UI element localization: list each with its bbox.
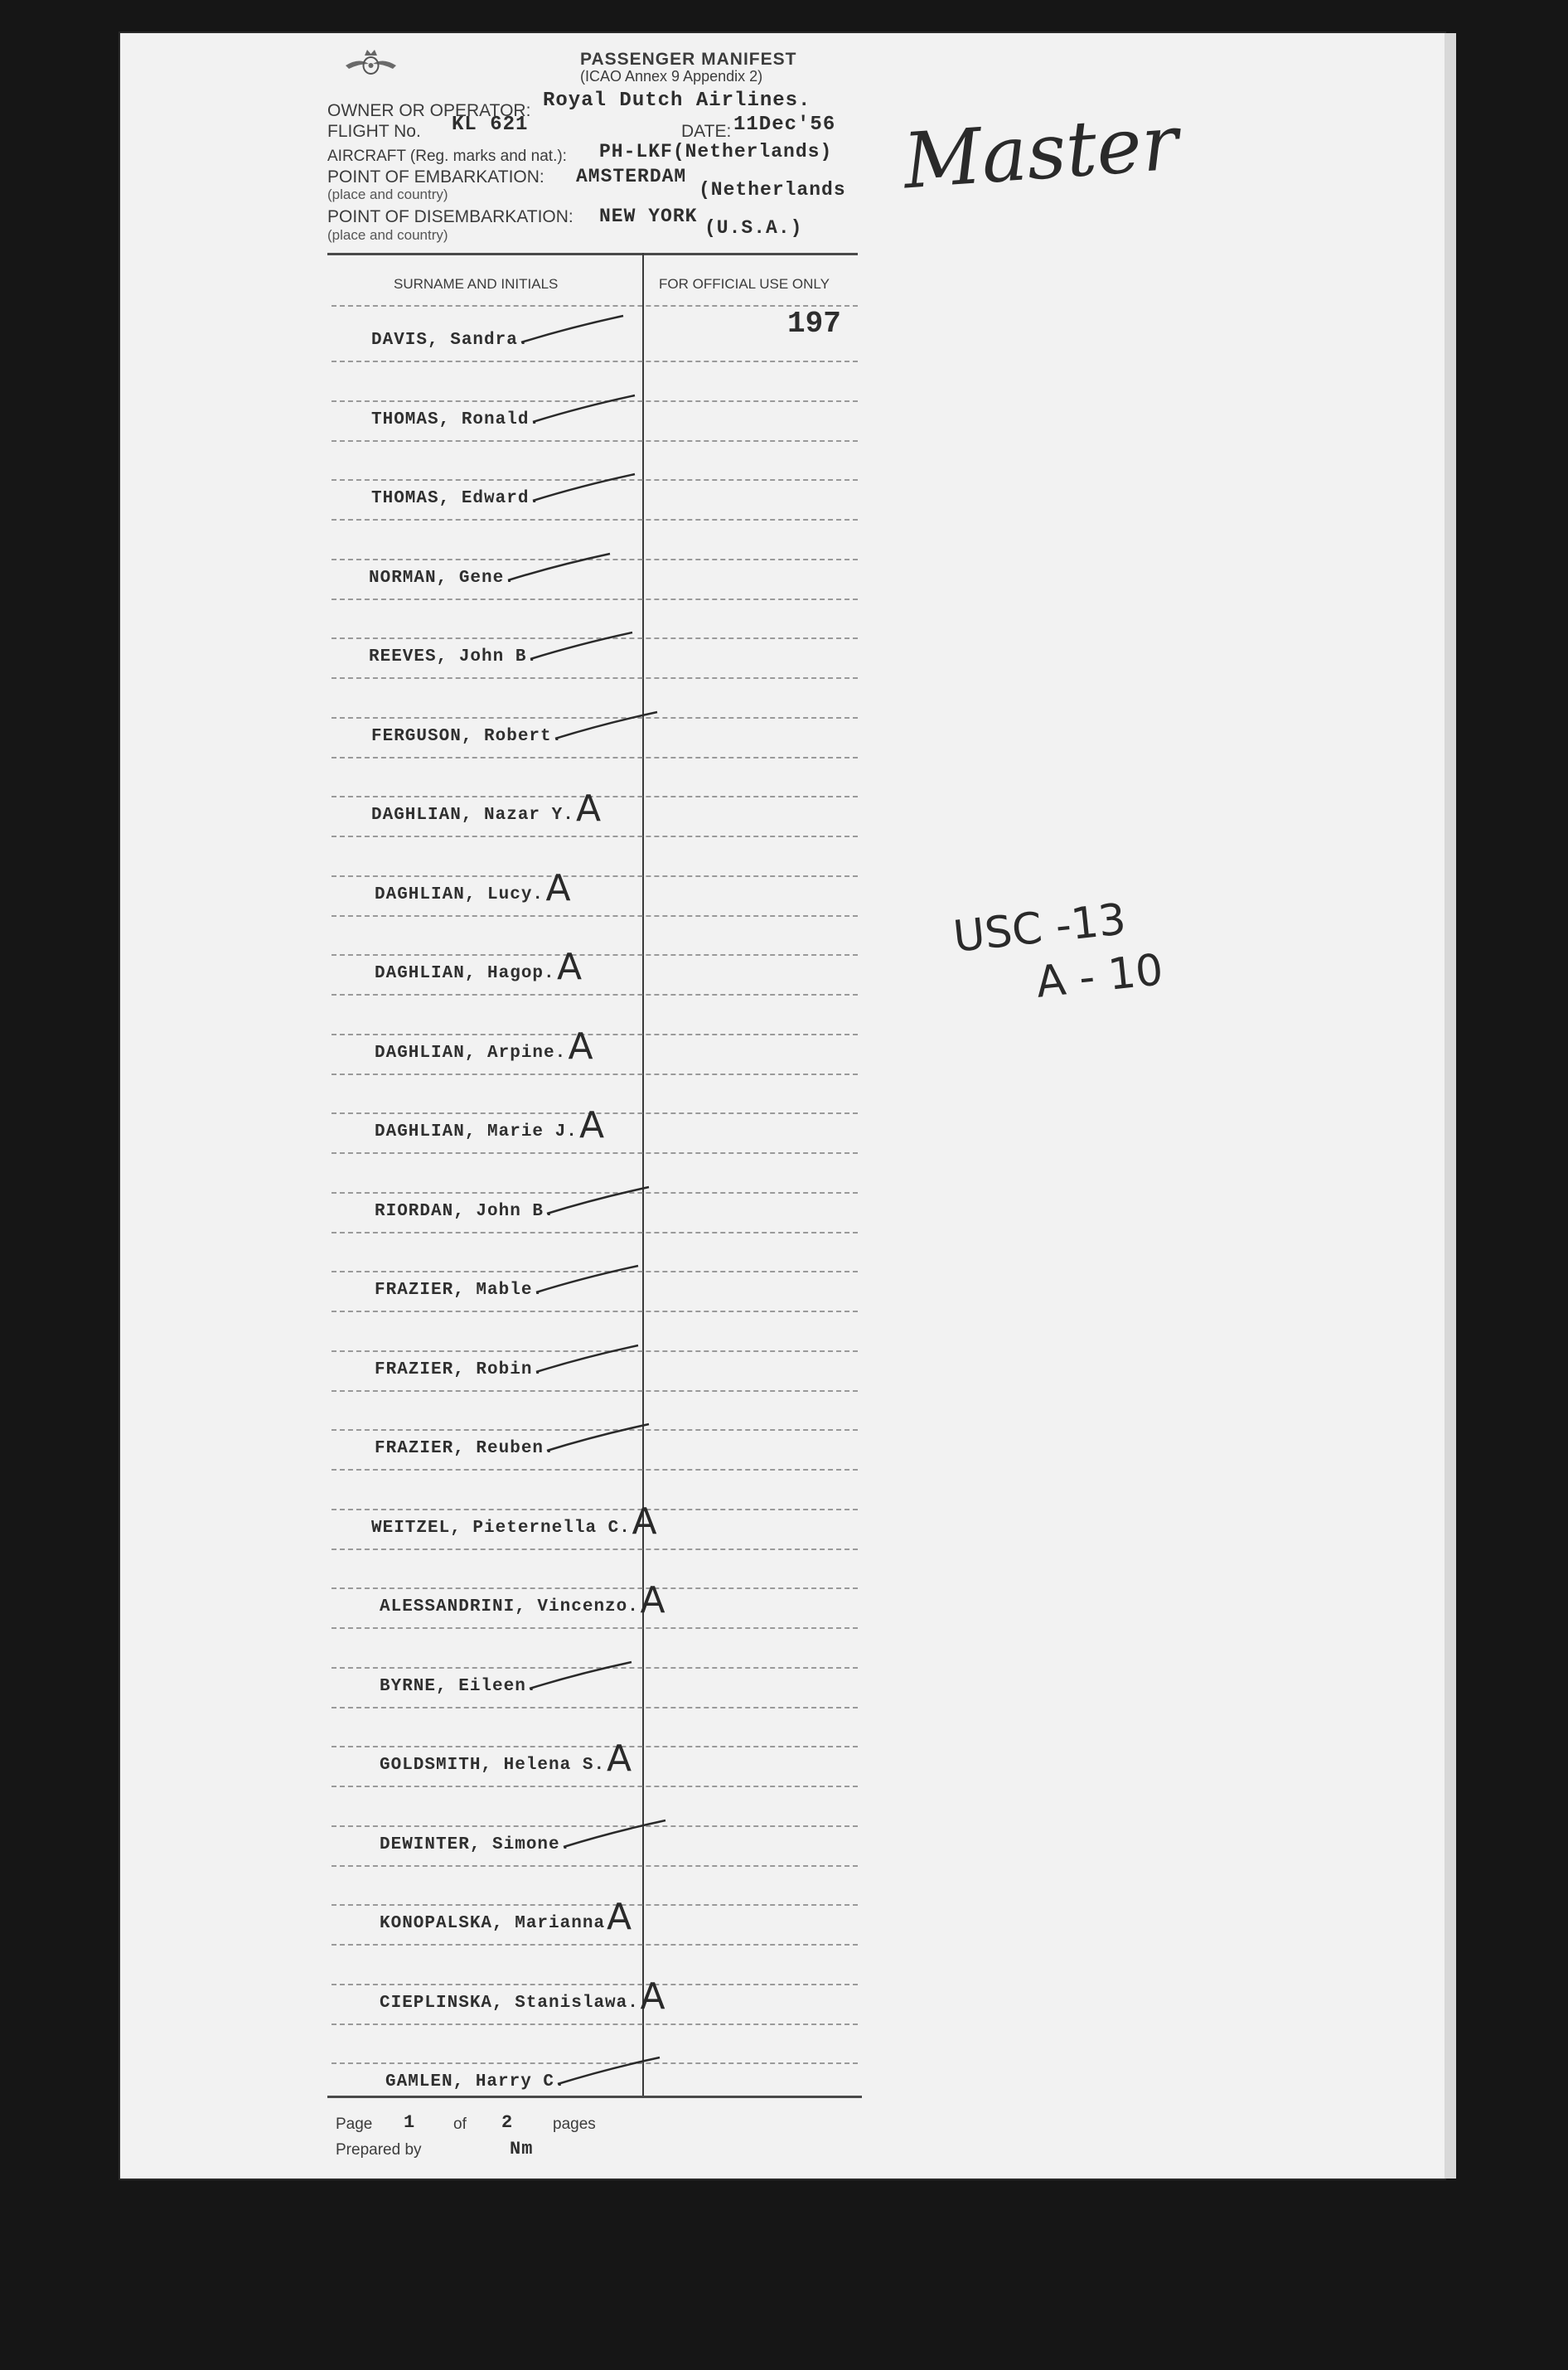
row-guide-line <box>332 1152 858 1154</box>
row-guide-line <box>332 1984 858 1985</box>
official-mark-a: A <box>568 1025 593 1068</box>
official-mark-a: A <box>640 1579 665 1621</box>
aircraft-label: AIRCRAFT (Reg. marks and nat.): <box>327 148 567 165</box>
row-guide-line <box>332 954 858 956</box>
row-guide-line <box>332 1390 858 1392</box>
column-header-surname: SURNAME AND INITIALS <box>394 276 559 292</box>
passenger-name: DAGHLIAN, Hagop. <box>375 964 555 983</box>
column-header-official: FOR OFFICIAL USE ONLY <box>659 276 830 292</box>
owner-label: OWNER OR OPERATOR: <box>327 101 531 120</box>
official-checkmark-icon <box>556 2054 664 2087</box>
official-mark-a: A <box>545 866 571 909</box>
disembark-sublabel: (place and country) <box>327 227 448 243</box>
official-checkmark-icon <box>545 1421 653 1454</box>
official-checkmark-icon <box>531 471 639 504</box>
official-checkmark-icon <box>545 1184 653 1217</box>
handwritten-master: Master <box>900 98 1181 206</box>
official-number: 197 <box>787 307 841 341</box>
header-rule <box>327 253 858 255</box>
passenger-name: ALESSANDRINI, Vincenzo. <box>380 1597 639 1616</box>
owner-value: Royal Dutch Airlines. <box>543 90 811 112</box>
passenger-name: THOMAS, Ronald. <box>371 410 541 429</box>
row-guide-line <box>332 361 858 362</box>
row-guide-line <box>332 1746 858 1747</box>
official-checkmark-icon <box>562 1817 670 1850</box>
passenger-name: THOMAS, Edward. <box>371 489 541 508</box>
official-checkmark-icon <box>528 1659 636 1692</box>
row-guide-line <box>332 677 858 679</box>
official-mark-a: A <box>579 1104 605 1146</box>
row-guide-line <box>332 1627 858 1629</box>
passenger-name: FRAZIER, Mable. <box>375 1281 544 1300</box>
official-checkmark-icon <box>531 392 639 425</box>
official-mark-a: A <box>607 1738 632 1780</box>
passenger-name: RIORDAN, John B. <box>375 1201 555 1221</box>
handwritten-usc-count: USC -13 <box>951 894 1129 962</box>
passenger-name: CIEPLINSKA, Stanislawa. <box>380 1993 639 2013</box>
column-header-rule <box>332 305 858 307</box>
row-guide-line <box>332 1904 858 1906</box>
row-guide-line <box>332 1074 858 1075</box>
passenger-name: FERGUSON, Robert. <box>371 726 564 746</box>
official-checkmark-icon <box>529 629 636 662</box>
aircraft-value: PH-LKF(Netherlands) <box>599 141 833 162</box>
row-guide-line <box>332 1944 858 1946</box>
flight-value: KL 621 <box>452 114 529 136</box>
pages-total: 2 <box>501 2112 514 2133</box>
official-checkmark-icon <box>535 1342 642 1375</box>
row-guide-line <box>332 915 858 917</box>
row-guide-line <box>332 599 858 600</box>
passenger-name: FRAZIER, Reuben. <box>375 1439 555 1458</box>
passenger-name: GAMLEN, Harry C. <box>385 2072 566 2091</box>
official-mark-a: A <box>557 946 583 988</box>
row-guide-line <box>332 1865 858 1867</box>
passenger-name: DAGHLIAN, Nazar Y. <box>371 806 574 825</box>
official-checkmark-icon <box>554 709 661 742</box>
passenger-name: DAGHLIAN, Lucy. <box>375 885 544 904</box>
passenger-name: DAGHLIAN, Arpine. <box>375 1043 567 1063</box>
row-guide-line <box>332 1548 858 1550</box>
official-mark-a: A <box>632 1500 657 1543</box>
row-guide-line <box>332 1469 858 1471</box>
embark-value: AMSTERDAM <box>576 166 687 187</box>
sheet-edge <box>1445 33 1456 2179</box>
prepared-value: Nm <box>510 2139 534 2159</box>
page-value: 1 <box>404 2112 416 2133</box>
bottom-rule <box>327 2096 862 2098</box>
passenger-name: BYRNE, Eileen. <box>380 1676 538 1696</box>
row-guide-line <box>332 1232 858 1233</box>
row-guide-line <box>332 1509 858 1510</box>
official-mark-a: A <box>576 788 602 830</box>
passenger-name: DAVIS, Sandra. <box>371 331 530 350</box>
of-label: of <box>453 2116 467 2133</box>
disembark-label: POINT OF DISEMBARKATION: <box>327 207 573 226</box>
row-guide-line <box>332 440 858 442</box>
embark-sublabel: (place and country) <box>327 187 448 202</box>
official-checkmark-icon <box>506 550 614 584</box>
disembark-value: NEW YORK <box>599 206 698 227</box>
handwritten-a-count: A - 10 <box>1033 945 1166 1008</box>
official-checkmark-icon <box>535 1263 642 1296</box>
official-mark-a: A <box>607 1896 632 1938</box>
embark-country: (Netherlands <box>699 179 846 201</box>
embark-label: POINT OF EMBARKATION: <box>327 167 544 187</box>
row-guide-line <box>332 836 858 837</box>
form-title: PASSENGER MANIFEST <box>580 50 797 69</box>
prepared-label: Prepared by <box>336 2141 422 2159</box>
passenger-name: DEWINTER, Simone. <box>380 1834 572 1854</box>
official-mark-a: A <box>640 1975 665 2018</box>
airline-logo-icon <box>344 46 398 83</box>
row-guide-line <box>332 1587 858 1589</box>
row-guide-line <box>332 994 858 996</box>
date-label: DATE: <box>681 122 732 141</box>
row-guide-line <box>332 1707 858 1708</box>
official-checkmark-icon <box>520 313 627 346</box>
flight-label: FLIGHT No. <box>327 122 421 141</box>
row-guide-line <box>332 1786 858 1787</box>
row-guide-line <box>332 1034 858 1035</box>
form-subtitle: (ICAO Annex 9 Appendix 2) <box>580 68 763 85</box>
row-guide-line <box>332 757 858 758</box>
passenger-name: WEITZEL, Pieternella C. <box>371 1518 631 1538</box>
passenger-name: NORMAN, Gene. <box>369 568 515 588</box>
passenger-name: DAGHLIAN, Marie J. <box>375 1122 578 1141</box>
date-value: 11Dec'56 <box>733 114 836 136</box>
disembark-country: (U.S.A.) <box>704 217 803 239</box>
row-guide-line <box>332 1311 858 1312</box>
row-guide-line <box>332 875 858 877</box>
passenger-name: KONOPALSKA, Marianna <box>380 1914 606 1933</box>
pages-label: pages <box>553 2116 596 2133</box>
row-guide-line <box>332 519 858 521</box>
passenger-name: REEVES, John B. <box>369 647 539 666</box>
passenger-name: GOLDSMITH, Helena S. <box>380 1756 606 1775</box>
row-guide-line <box>332 2023 858 2025</box>
passenger-name: FRAZIER, Robin. <box>375 1359 544 1379</box>
manifest-sheet <box>120 33 1445 2179</box>
page-label: Page <box>336 2116 373 2133</box>
